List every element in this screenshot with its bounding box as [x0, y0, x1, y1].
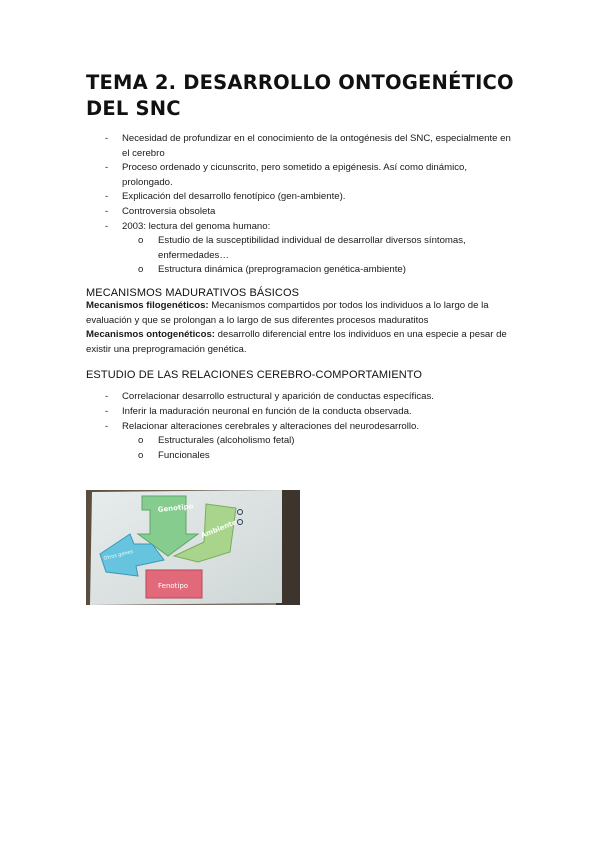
- list-item: - Explicación del desarrollo fenotípico (gen-ambiente).: [86, 190, 516, 205]
- term-ontogeneticos: Mecanismos ontogenéticos:: [86, 329, 216, 341]
- alteraciones-sublist: [122, 434, 516, 463]
- genotipo-label: Genotipo: [157, 502, 194, 514]
- intro-list: [86, 132, 516, 278]
- estudio-list: [86, 390, 516, 463]
- genome-sublist: [122, 234, 516, 278]
- sublist-item-text: Estructura dinámica (preprogramacion genética-ambiente): [158, 264, 406, 276]
- section-heading-mecanismos: MECANISMOS MADURATIVOS BÁSICOS: [86, 286, 300, 299]
- list-item: - Controversia obsoleta: [86, 205, 516, 220]
- circle-bullet-icon: o: [138, 449, 144, 461]
- list-item: - Inferir la maduración neuronal en función de la conducta observada.: [86, 405, 516, 420]
- fenotipo-label: Fenotipo: [158, 582, 189, 590]
- paragraph-ontogeneticos: [86, 328, 516, 357]
- paragraph-filogeneticos: [86, 299, 516, 328]
- list-item-label: Relacionar alteraciones cerebrales y alteraciones del neurodesarrollo.: [122, 420, 420, 432]
- definition-filogeneticos: Mecanismos compartidos por todos los individuos a lo largo de la evaluación y que se prolongan a lo largo de sus diferentes procesos maduratitos: [86, 299, 489, 326]
- list-item: - Necesidad de profundizar en el conocimiento de la ontogénesis del SNC, especialmente en el cerebro: [86, 132, 516, 161]
- sublist-item-text: Estudio de la susceptibilidad individual de desarrollar diversos síntomas, enfermedades…: [158, 235, 466, 261]
- list-item: - Proceso ordenado y cicunscrito, pero sometido a epigénesis. Así como dinámico, prolongado.: [86, 161, 516, 190]
- sublist-item: [122, 234, 516, 263]
- sublist-item: [122, 434, 516, 449]
- list-item-label: 2003: lectura del genoma humano:: [122, 220, 271, 232]
- otros-genes-label: Otros genes: [103, 548, 134, 562]
- slide-photo: [86, 490, 300, 605]
- section-heading-estudio: ESTUDIO DE LAS RELACIONES CEREBRO-COMPORTAMIENTO: [86, 369, 423, 382]
- definition-ontogeneticos: desarrollo diferencial entre los individuos en una especie a pesar de existir una preprogramación genética.: [86, 329, 507, 355]
- list-item: - Correlacionar desarrollo estructural y aparición de conductas específicas.: [86, 390, 516, 405]
- circle-bullet-icon: o: [138, 264, 144, 276]
- document-page: [86, 70, 516, 463]
- sublist-item-text: Estructurales (alcoholismo fetal): [158, 435, 295, 447]
- sublist-item: [122, 263, 516, 278]
- list-item-genome: [86, 220, 516, 278]
- ambiente-label: Ambiente: [199, 518, 238, 540]
- sublist-item-text: Funcionales: [158, 449, 210, 461]
- term-filogeneticos: Mecanismos filogenéticos:: [86, 299, 209, 311]
- document-title: TEMA 2. DESARROLLO ONTOGENÉTICO DEL SNC: [86, 71, 514, 120]
- circle-bullet-icon: o: [138, 435, 144, 447]
- sublist-item: [122, 449, 516, 464]
- slide-photo-image: [86, 490, 300, 605]
- list-item: [86, 420, 516, 464]
- circle-bullet-icon: o: [138, 235, 144, 247]
